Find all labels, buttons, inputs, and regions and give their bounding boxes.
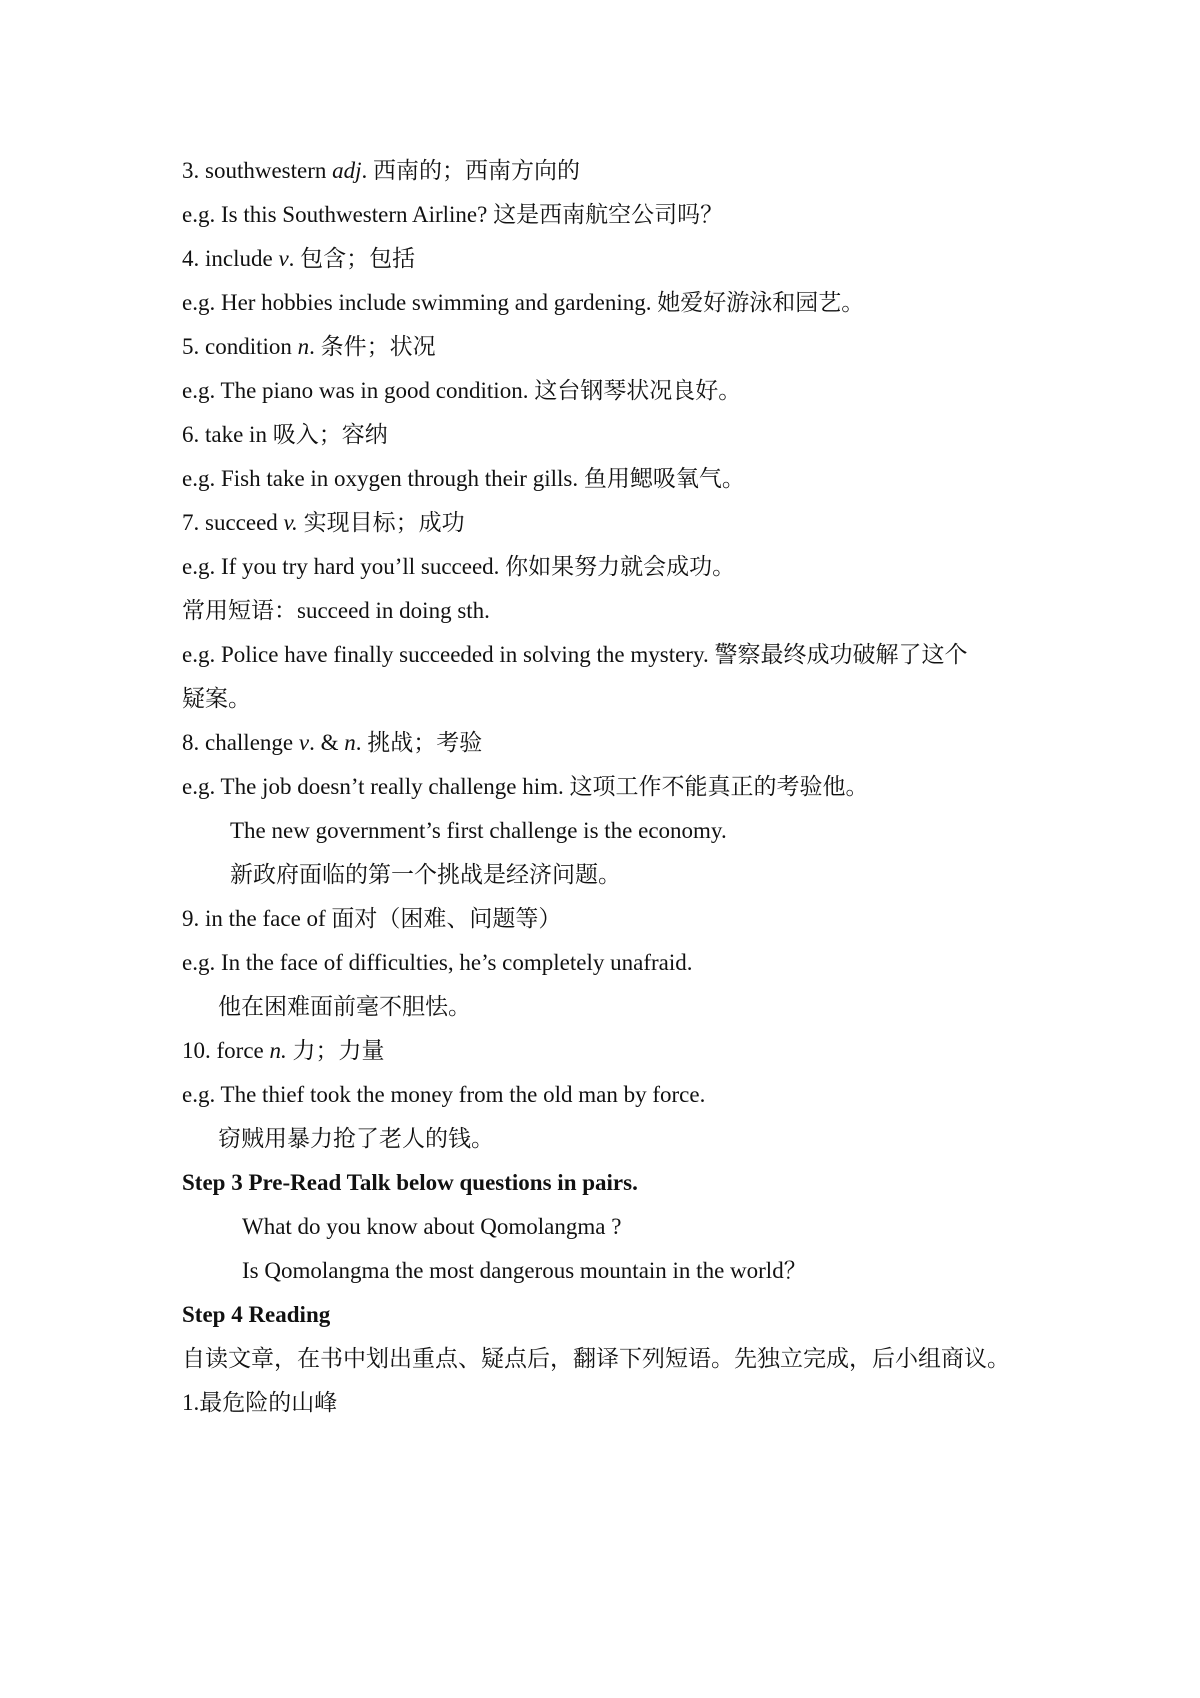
example-translation: 他在困难面前毫不胆怯。 — [218, 994, 471, 1019]
example-sentence: e.g. The job doesn’t really challenge him. 这项工作不能真正的考验他。 — [182, 774, 869, 799]
vocab-entry-in-the-face-of: 9. in the face of 面对（困难、问题等） — [182, 906, 562, 931]
part-of-speech: v — [278, 246, 289, 271]
definition-text: . 西南的；西南方向的 — [361, 158, 581, 183]
vocab-entry-succeed — [182, 508, 465, 538]
definition-text: 力；力量 — [286, 1038, 385, 1063]
part-of-speech: n. — [269, 1038, 287, 1063]
example-translation: 新政府面临的第一个挑战是经济问题。 — [230, 862, 621, 887]
vocab-entry-force — [182, 1036, 385, 1066]
term-text: 10. force — [182, 1038, 270, 1063]
example-sentence: e.g. The thief took the money from the old man by force. — [182, 1082, 706, 1107]
exercise-item: 1.最危险的山峰 — [182, 1390, 338, 1415]
term-text: 5. condition — [182, 334, 298, 359]
instruction-text: 自读文章，在书中划出重点、疑点后，翻译下列短语。先独立完成，后小组商议。 — [182, 1346, 1010, 1371]
section-heading-step-3: Step 3 Pre-Read Talk below questions in pairs. — [182, 1170, 638, 1195]
term-text: 3. southwestern — [182, 158, 333, 183]
connector-text: . & — [309, 730, 345, 755]
example-sentence: e.g. In the face of difficulties, he’s completely unafraid. — [182, 950, 693, 975]
common-phrase: 常用短语：succeed in doing sth. — [182, 598, 490, 623]
example-sentence-continued: 疑案。 — [182, 686, 251, 711]
definition-text: . 挑战；考验 — [355, 730, 483, 755]
vocab-entry-take-in: 6. take in 吸入；容纳 — [182, 422, 388, 447]
term-text: 7. succeed — [182, 510, 284, 535]
vocab-entry-include — [182, 244, 415, 274]
part-of-speech: n — [297, 334, 310, 359]
vocab-entry-condition — [182, 332, 436, 362]
example-translation: 窃贼用暴力抢了老人的钱。 — [218, 1126, 494, 1151]
example-sentence: e.g. Fish take in oxygen through their gills. 鱼用鳃吸氧气。 — [182, 466, 745, 491]
vocab-entry-southwestern — [182, 156, 580, 186]
part-of-speech: adj — [332, 158, 362, 183]
term-text: 4. include — [182, 246, 279, 271]
definition-text: . 条件；状况 — [309, 334, 436, 359]
part-of-speech: n — [344, 730, 356, 755]
section-heading-step-4: Step 4 Reading — [182, 1302, 331, 1327]
example-sentence: The new government’s first challenge is the economy. — [230, 818, 727, 843]
example-sentence: e.g. Is this Southwestern Airline? 这是西南航空公司吗？ — [182, 202, 724, 227]
definition-text: 实现目标；成功 — [297, 510, 465, 535]
example-sentence: e.g. If you try hard you’ll succeed. 你如果努力就会成功。 — [182, 554, 736, 579]
question-text: What do you know about Qomolangma ? — [242, 1214, 622, 1239]
example-sentence: e.g. Her hobbies include swimming and gardening. 她爱好游泳和园艺。 — [182, 290, 865, 315]
example-sentence: e.g. Police have finally succeeded in solving the mystery. 警察最终成功破解了这个 — [182, 642, 968, 667]
definition-text: . 包含；包括 — [288, 246, 416, 271]
question-text: Is Qomolangma the most dangerous mountain in the world？ — [242, 1258, 807, 1283]
term-text: 8. challenge — [182, 730, 299, 755]
part-of-speech: v — [298, 730, 310, 755]
part-of-speech: v. — [283, 510, 298, 535]
vocab-entry-challenge — [182, 728, 482, 758]
example-sentence: e.g. The piano was in good condition. 这台钢琴状况良好。 — [182, 378, 742, 403]
